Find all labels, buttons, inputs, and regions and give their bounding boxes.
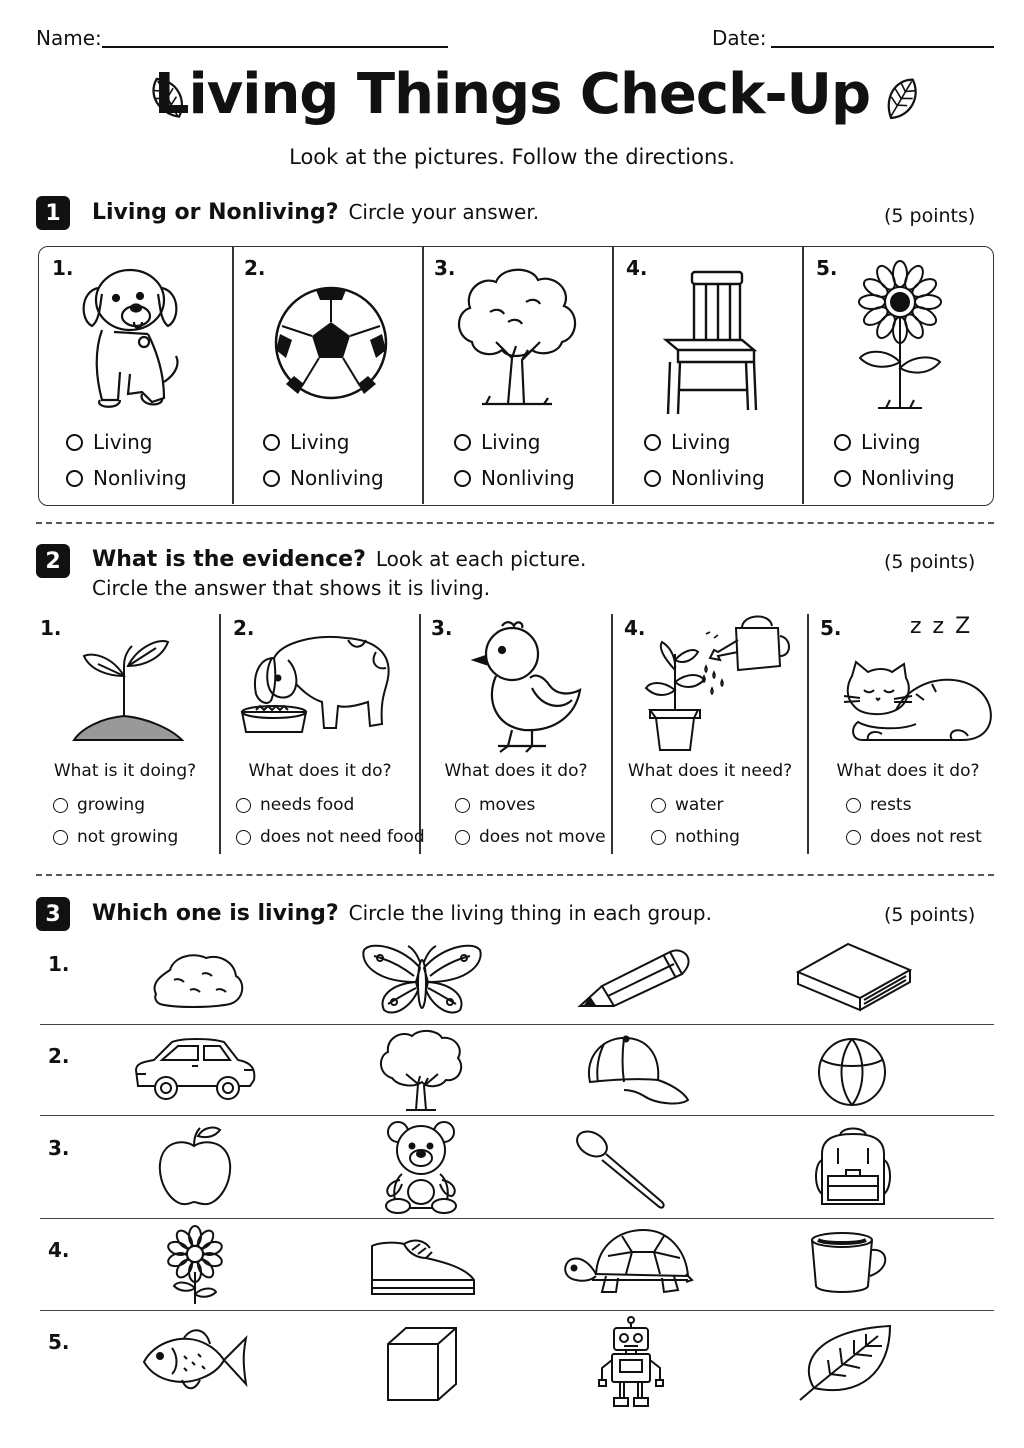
question-text: What is it doing? — [53, 761, 197, 781]
option-living[interactable] — [644, 430, 730, 454]
apple-icon[interactable] — [156, 1124, 234, 1208]
item-number: 4. — [626, 256, 648, 280]
option-label: does not rest — [870, 827, 982, 847]
option-nothing[interactable] — [651, 827, 740, 847]
radio-button[interactable] — [846, 798, 861, 813]
beach-ball-icon[interactable] — [816, 1036, 888, 1108]
divider — [802, 247, 804, 504]
radio-button[interactable] — [53, 798, 68, 813]
radio-button[interactable] — [846, 830, 861, 845]
sunflower-icon — [852, 262, 948, 412]
radio-button[interactable] — [651, 798, 666, 813]
chair-icon — [662, 270, 758, 416]
row-divider — [40, 1310, 994, 1311]
radio-button[interactable] — [263, 434, 280, 451]
turtle-icon[interactable] — [562, 1226, 692, 1302]
watering-plant-icon — [638, 610, 790, 754]
option-label: Nonliving — [671, 466, 765, 490]
divider — [807, 614, 809, 854]
divider — [219, 614, 221, 854]
robot-icon[interactable] — [598, 1316, 664, 1408]
cap-icon[interactable] — [584, 1036, 690, 1108]
option-label: water — [675, 795, 724, 815]
option-label: does not move — [479, 827, 606, 847]
option-nonliving[interactable] — [834, 466, 955, 490]
section-3-title: Which one is living? — [92, 901, 339, 926]
radio-button[interactable] — [834, 434, 851, 451]
dog-eating-icon — [236, 628, 394, 746]
option-label: does not need food — [260, 827, 425, 847]
question-text: What does it do? — [836, 761, 980, 781]
page-subtitle: Look at the pictures. Follow the directions. — [289, 145, 735, 169]
section-1-heading — [92, 200, 539, 225]
option-needs-food[interactable] — [236, 795, 354, 815]
date-field[interactable] — [771, 46, 994, 48]
row-number: 3. — [48, 1136, 70, 1160]
item-number: 2. — [233, 616, 255, 640]
item-number: 1. — [52, 256, 74, 280]
divider — [611, 614, 613, 854]
item-number: 5. — [820, 616, 842, 640]
cup-icon[interactable] — [808, 1230, 892, 1298]
option-does-not-move[interactable] — [455, 827, 606, 847]
section-1-title: Living or Nonliving? — [92, 200, 339, 225]
option-living[interactable] — [66, 430, 152, 454]
option-label: needs food — [260, 795, 355, 815]
question-text: What does it do? — [248, 761, 392, 781]
option-label: growing — [77, 795, 145, 815]
option-label: rests — [870, 795, 912, 815]
item-number: 4. — [624, 616, 646, 640]
leaf-icon[interactable] — [798, 1322, 894, 1402]
section-1-badge: 1 — [36, 196, 70, 230]
tree-icon — [452, 262, 582, 408]
radio-button[interactable] — [454, 434, 471, 451]
backpack-icon[interactable] — [814, 1124, 892, 1210]
section-2-title: What is the evidence? — [92, 547, 366, 572]
name-label: Name: — [36, 26, 102, 50]
radio-button[interactable] — [644, 434, 661, 451]
option-does-not-need-food[interactable] — [236, 827, 425, 847]
page-title: Living Things Check-Up — [153, 62, 871, 127]
option-nonliving[interactable] — [66, 466, 187, 490]
section-3-points: (5 points) — [884, 904, 976, 926]
option-label: Living — [671, 430, 731, 454]
section-2-heading — [92, 547, 586, 572]
option-label: Nonliving — [481, 466, 575, 490]
option-living[interactable] — [263, 430, 349, 454]
cube-icon[interactable] — [384, 1326, 460, 1402]
question-text: What does it need? — [627, 761, 793, 781]
rock-icon — [150, 950, 246, 1008]
radio-button[interactable] — [455, 830, 470, 845]
chick-icon — [472, 618, 584, 752]
puppy-icon — [72, 262, 188, 412]
item-number: 5. — [816, 256, 838, 280]
radio-button[interactable] — [263, 470, 280, 487]
item-number: 1. — [40, 616, 62, 640]
option-label: Nonliving — [93, 466, 187, 490]
date-label: Date: — [712, 26, 767, 50]
option-does-not-rest[interactable] — [846, 827, 982, 847]
radio-button[interactable] — [66, 470, 83, 487]
row-number: 5. — [48, 1330, 70, 1354]
row-number: 2. — [48, 1044, 70, 1068]
option-rests[interactable] — [846, 795, 911, 815]
divider — [419, 614, 421, 854]
question-text: What does it do? — [444, 761, 588, 781]
daisy-icon[interactable] — [158, 1226, 232, 1306]
section-2-instructions-2: Circle the answer that shows it is living. — [92, 576, 491, 600]
item-number: 2. — [244, 256, 266, 280]
row-divider — [40, 1218, 994, 1219]
option-living[interactable] — [834, 430, 920, 454]
row-number: 1. — [48, 952, 70, 976]
radio-button[interactable] — [236, 798, 251, 813]
option-label: Living — [290, 430, 350, 454]
divider — [232, 247, 234, 504]
option-label: Living — [93, 430, 153, 454]
car-icon[interactable] — [132, 1036, 258, 1104]
section-2-points: (5 points) — [884, 551, 976, 573]
teddy-bear-icon[interactable] — [378, 1120, 464, 1214]
row-number: 4. — [48, 1238, 70, 1262]
radio-button[interactable] — [651, 830, 666, 845]
option-label: Nonliving — [861, 466, 955, 490]
section-1-points: (5 points) — [884, 205, 976, 227]
sleep-zzz-text: z z Z — [910, 614, 973, 639]
spoon-icon[interactable] — [574, 1130, 670, 1210]
option-nonliving[interactable] — [454, 466, 575, 490]
item-number: 3. — [434, 256, 456, 280]
sneaker-icon[interactable] — [368, 1236, 478, 1298]
item-number: 3. — [431, 616, 453, 640]
row-divider — [40, 1024, 994, 1025]
radio-button[interactable] — [644, 470, 661, 487]
section-1-instructions: Circle your answer. — [348, 200, 540, 224]
section-divider — [36, 522, 994, 524]
option-growing[interactable] — [53, 795, 145, 815]
option-water[interactable] — [651, 795, 723, 815]
butterfly-icon[interactable] — [360, 942, 484, 1018]
option-label: nothing — [675, 827, 740, 847]
radio-button[interactable] — [236, 830, 251, 845]
radio-button[interactable] — [53, 830, 68, 845]
section-2-instructions: Look at each picture. — [375, 547, 587, 571]
radio-button[interactable] — [66, 434, 83, 451]
section-3-badge: 3 — [36, 897, 70, 931]
name-field[interactable] — [102, 46, 448, 48]
option-moves[interactable] — [455, 795, 535, 815]
radio-button[interactable] — [455, 798, 470, 813]
option-label: not growing — [77, 827, 179, 847]
option-not-growing[interactable] — [53, 827, 178, 847]
leaf-icon — [876, 72, 924, 126]
sprout-icon — [72, 636, 184, 744]
section-2-badge: 2 — [36, 544, 70, 578]
section-3-instructions: Circle the living thing in each group. — [348, 901, 712, 925]
tree-icon[interactable] — [376, 1028, 466, 1112]
radio-button[interactable] — [834, 470, 851, 487]
option-label: moves — [479, 795, 536, 815]
divider — [612, 247, 614, 504]
option-label: Living — [481, 430, 541, 454]
option-nonliving[interactable] — [263, 466, 384, 490]
section-divider — [36, 874, 994, 876]
radio-button[interactable] — [454, 470, 471, 487]
fish-icon[interactable] — [140, 1324, 250, 1396]
book-icon[interactable] — [794, 942, 912, 1012]
row-divider — [40, 1115, 994, 1116]
soccer-ball-icon — [272, 284, 390, 402]
option-label: Nonliving — [290, 466, 384, 490]
option-label: Living — [861, 430, 921, 454]
pencil-icon[interactable] — [578, 946, 692, 1010]
option-nonliving[interactable] — [644, 466, 765, 490]
section-3-heading — [92, 901, 712, 926]
sleeping-cat-icon — [842, 660, 994, 746]
divider — [422, 247, 424, 504]
option-living[interactable] — [454, 430, 540, 454]
